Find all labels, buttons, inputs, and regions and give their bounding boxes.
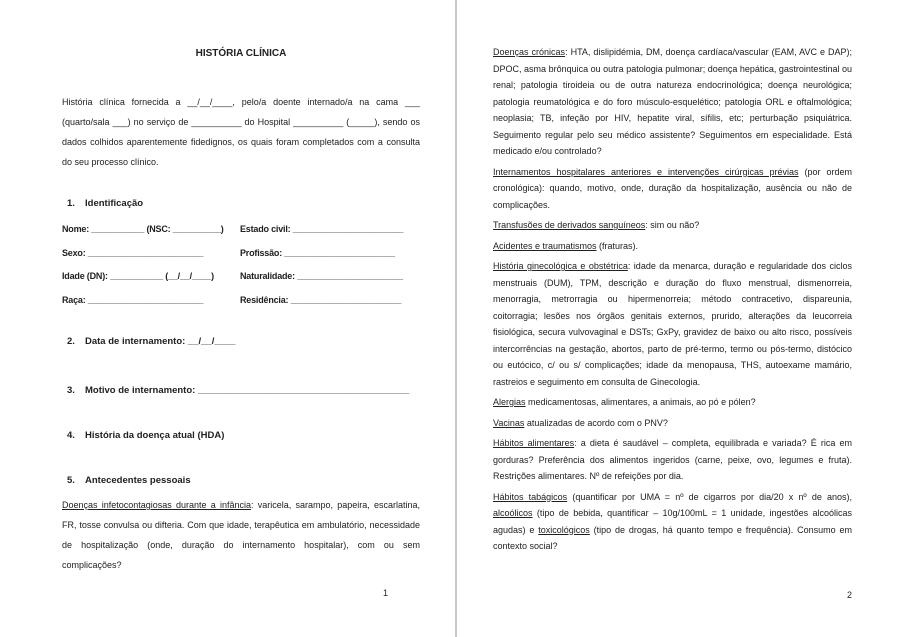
paragraph-transfusoes [493,217,852,234]
paragraph-lead: Hábitos tabágicos [493,491,568,502]
paragraph-lead-alcoolicos: alcoólicos [493,508,533,518]
field-naturalidade: Naturalidade: ______________________ [240,271,403,281]
paragraph-body: (por ordem cronológica): quando, motivo, onde, duração da hospitalização, ausência ou não de complicações. [493,166,852,210]
paragraph-lead: Acidentes e traumatismos [493,240,597,251]
page-number-2: 2 [847,590,853,600]
paragraph-lead: Internamentos hospitalares anteriores e intervenções cirúrgicas prévias [493,166,799,177]
paragraph-habitos-tabagicos [493,489,852,555]
paragraph-acidentes-traumatismos [493,238,852,255]
field-nome: Nome: ___________ (NSC: __________) [62,224,224,234]
section-heading-data-internamento [62,333,420,351]
list-number: 1. [67,198,75,209]
paragraph-alergias [493,394,852,411]
identification-fields [62,218,420,312]
list-number: 2. [67,336,75,347]
section-label: História da doença atual (HDA) [85,430,225,441]
paragraph-lead: Vacinas [493,417,525,428]
field-idade: Idade (DN): ___________ (__/__/____) [62,271,214,281]
paragraph-body: medicamentosas, alimentares, a animais, ao pó e pólen? [525,397,756,407]
paragraph-body: (quantificar por UMA = nº de cigarros por dia/20 x nº de anos), [567,491,852,502]
section-heading-hda [62,427,420,445]
paragraph-doencas-cronicas [493,44,852,160]
paragraph-internamentos-anteriores [493,164,852,214]
field-residencia: Residência: _______________________ [240,294,402,305]
paragraph-historia-ginecologica [493,258,852,390]
section-heading-motivo-internamento [62,382,420,400]
paragraph-body: : HTA, dislipidémia, DM, doença cardíaca/vascular (EAM, AVC e DAP); DPOC, asma brônquica ou outra patologia pulmonar; doença hepática, gastrointestinal ou renal; patologia tiroideia ou de outra natureza endocrinológica; doença neurológica; patologia reumatológica e do foro músculo-esquelético; patologia ORL e oftalmológica; neoplasia; TB, infeção por HIV, hepatite viral, sífilis, etc; perturbação psiquiátrica. Seguimento regular pelo seu médico assistente? Seguimentos em especialidade. Está medicado e/ou controlado? [493,47,852,156]
paragraph-body: : varicela, sarampo, papeira, escarlatina, FR, tosse convulsa ou difteria. Com que idade, terapêutica em ambulatório, necessidade de hospitalização (onde, duração do internamento hospitalar), com ou sem complicações? [62,500,420,570]
paragraph-lead: Doenças infetocontagiosas durante a infância [62,500,252,510]
paragraph-lead: Doenças crónicas [493,47,566,57]
paragraph-lead-toxicologicos: toxicológicos [538,524,590,535]
document-title: HISTÓRIA CLÍNICA [195,48,287,59]
list-number: 3. [67,385,75,396]
paragraph-body: atualizadas de acordo com o PNV? [524,417,668,428]
paragraph-lead: Hábitos alimentares [493,438,575,448]
section-label: Motivo de internamento: ________________________________________ [85,385,410,396]
paragraph-body: (fraturas). [596,240,639,251]
section-label: Data de internamento: __/__/____ [85,336,236,347]
paragraph-body: : idade da menarca, duração e regularidade dos ciclos menstruais (DUM), TPM, descrição e duração do fluxo menstrual, dismenorreia, menorragia, metrorragia ou hipermenorreia; método contracetivo, dispareunia, coitorragia; lesões nos órgãos genitais externos, prurido, alterações da leucorreia fisiológica, secura vulvovaginal e DSTs; GxPy, gravidez de baixo ou alto risco, possíveis intercorrências na gestação, abortos, parto de pré-termo, termo ou pós-termo, distócico ou eutócico, c/ ou s/ complicações; idade da menopausa, THS, autoexame mamário, rastreios e seguimento em consulta de Ginecologia. [493,261,852,387]
paragraph-habitos-alimentares [493,435,852,485]
paragraph-lead: Transfusões de derivados sanguíneos [493,220,646,230]
paragraph-body: (tipo de drogas, há quanto tempo e frequência). Consumo em contexto social? [493,524,852,551]
paragraph-body: : a dieta é saudável – completa, equilibrada e variada? É rica em gorduras? Preferência dos alimentos ingeridos (carne, peixe, ovo, legumes e fruta). Restrições alimentares. Nº de refeições por dia. [493,438,852,481]
field-profissao: Profissão: _______________________ [240,247,395,258]
paragraph-vacinas [493,415,852,432]
page-2 [457,0,911,637]
paragraph-doencas-infetocontagiosas [62,495,420,575]
field-raca: Raça: ________________________ [62,294,204,305]
paragraph-body: : sim ou não? [645,220,700,230]
paragraph-lead: Alergias [493,397,526,407]
section-heading-identificacao [62,195,420,213]
field-sexo: Sexo: ________________________ [62,247,204,258]
paragraph-lead: História ginecológica e obstétrica [493,261,628,271]
page-number-1: 1 [383,588,389,598]
page-1 [0,0,455,637]
section-label: Antecedentes pessoais [85,475,191,486]
intro-paragraph: História clínica fornecida a __/__/____, pelo/a doente internado/a na cama ___ (quarto/sala ___) no serviço de __________ do Hospital __________ (_____), sendo os dados colhidos aparentemente fidedignos, os quais foram completados com a consulta do seu processo clínico. [62,97,420,167]
section-label: Identificação [85,198,144,209]
field-estado-civil: Estado civil: _______________________ [240,224,404,234]
list-number: 5. [67,475,75,486]
section-heading-antecedentes-pessoais [62,472,420,490]
list-number: 4. [67,430,75,441]
paragraph-body: (tipo de bebida, quantificar – 10g/100mL = 1 unidade, ingestões alcoólicas agudas) e [493,508,852,535]
